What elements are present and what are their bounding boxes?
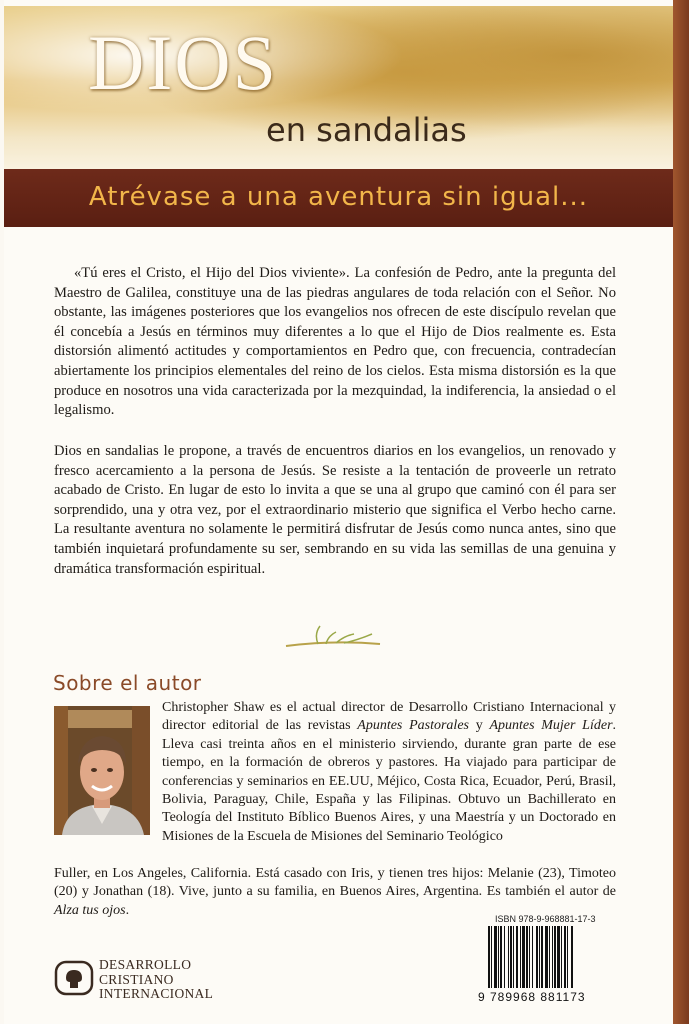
barcode-bar	[536, 926, 538, 988]
barcode-bar	[554, 926, 556, 988]
barcode-bar	[504, 926, 505, 988]
barcode-bar	[539, 926, 540, 988]
barcode-bar	[500, 926, 502, 988]
magazine-title: Apuntes Pastorales	[357, 718, 469, 734]
barcode-bar	[520, 926, 521, 988]
publisher-name: DESARROLLO CRISTIANO INTERNACIONAL	[99, 957, 214, 1001]
barcode-bar	[498, 926, 499, 988]
barcode-bar	[532, 926, 533, 988]
barcode-bar	[526, 926, 528, 988]
book-subtitle: en sandalias	[266, 111, 467, 149]
barcode-bar	[564, 926, 566, 988]
book-spine-edge	[673, 0, 689, 1024]
barcode-bar	[513, 926, 514, 988]
author-bio-continued: Fuller, en Los Angeles, California. Está casado con Iris, y tienen tres hijos: Melanie (23), Timoteo (20) y Jonathan (18). Vive, junto a su familia, en Buenos Aires, Argentina. Es también el autor de Alza tus ojos.	[54, 866, 616, 918]
about-author-heading: Sobre el autor	[53, 671, 202, 695]
author-photo	[54, 706, 150, 835]
barcode-bar	[491, 926, 492, 988]
magazine-title: Apuntes Mujer Líder	[489, 718, 613, 734]
barcode-bar	[545, 926, 548, 988]
cover-banner	[4, 6, 673, 171]
tagline-bar	[4, 169, 673, 227]
barcode-bar	[494, 926, 497, 988]
barcode-bar	[516, 926, 518, 988]
book-reference: Alza tus ojos	[54, 902, 126, 918]
blurb-paragraph-2: Dios en sandalias le propone, a través de encuentros diarios en los evangelios, un renovado y fresco acercamiento a la persona de Jesús. Se resiste a la tentación de proveerle un retrato acabado de Cristo. En lugar de esto lo invita a que se una al grupo que caminó con él para ser sorprendido, una y otra vez, por el extraordinario misterio que significa el Verbo hecho carne. La resultante aventura no solamente le permitirá disfrutar de Jesús como nunca antes, sino que también inquietará profundamente su ser, sembrando en su vida las semillas de una genuina y dramática transformación espiritual.	[54, 443, 616, 577]
publisher-logo-icon	[54, 958, 94, 998]
barcode-bar	[510, 926, 512, 988]
barcode-bar	[567, 926, 568, 988]
isbn-label: ISBN 978-9-968881-17-3	[495, 914, 596, 924]
barcode-bar	[552, 926, 553, 988]
tagline: Atrévase a una aventura sin igual...	[88, 182, 589, 212]
author-bio: Christopher Shaw es el actual director de Desarrollo Cristiano Internacional y director editorial de las revistas Apuntes Pastorales y Apuntes Mujer Líder. Lleva casi treinta años en el ministerio sirviendo, durante gran parte de ese tiempo, en la formación de obreros y pastores. Ha viajado para participar de conferencias y seminarios en EE.UU, Méjico, Costa Rica, Ecuador, Perú, Brasil, Bolivia, Paraguay, Chile, España y las Filipinas. Obtuvo un Bachillerato en Teología del Instituto Bíblico Buenos Aires, y una Maestría y un Doctorado en Misiones de la Escuela de Misiones del Seminario Teológico	[162, 700, 617, 844]
book-title: DIOS	[88, 19, 279, 106]
blurb-paragraph-1: «Tú eres el Cristo, el Hijo del Dios viviente». La confesión de Pedro, ante la pregunta del Maestro de Galilea, constituye una de las piedras angulares de toda relación con el Señor. No obstante, las imágenes posteriores que los evangelios nos ofrecen de este discípulo revelan que él concebía a Jesús en términos muy diferentes a lo que el Hijo de Dios realmente es. Esta distorsión alimentó actitudes y comportamientos en Pedro que, con frecuencia, contradecían abiertamente los principios elementales del reino de los cielos. Esta misma distorsión es la que produce en nosotros una vida caracterizada por la mezquindad, la indiferencia, la ansiedad o el legalismo.	[54, 265, 616, 419]
barcode-bar	[522, 926, 525, 988]
barcode-bar	[488, 926, 490, 988]
leaf-ornament-icon	[284, 624, 384, 650]
barcode	[486, 926, 610, 988]
barcode-bar	[549, 926, 550, 988]
barcode-bar	[571, 926, 573, 988]
barcode-bar	[508, 926, 509, 988]
barcode-bar	[529, 926, 530, 988]
barcode-number: 9 789968 881173	[478, 990, 586, 1004]
barcode-bar	[557, 926, 560, 988]
barcode-bar	[561, 926, 562, 988]
barcode-bar	[541, 926, 543, 988]
